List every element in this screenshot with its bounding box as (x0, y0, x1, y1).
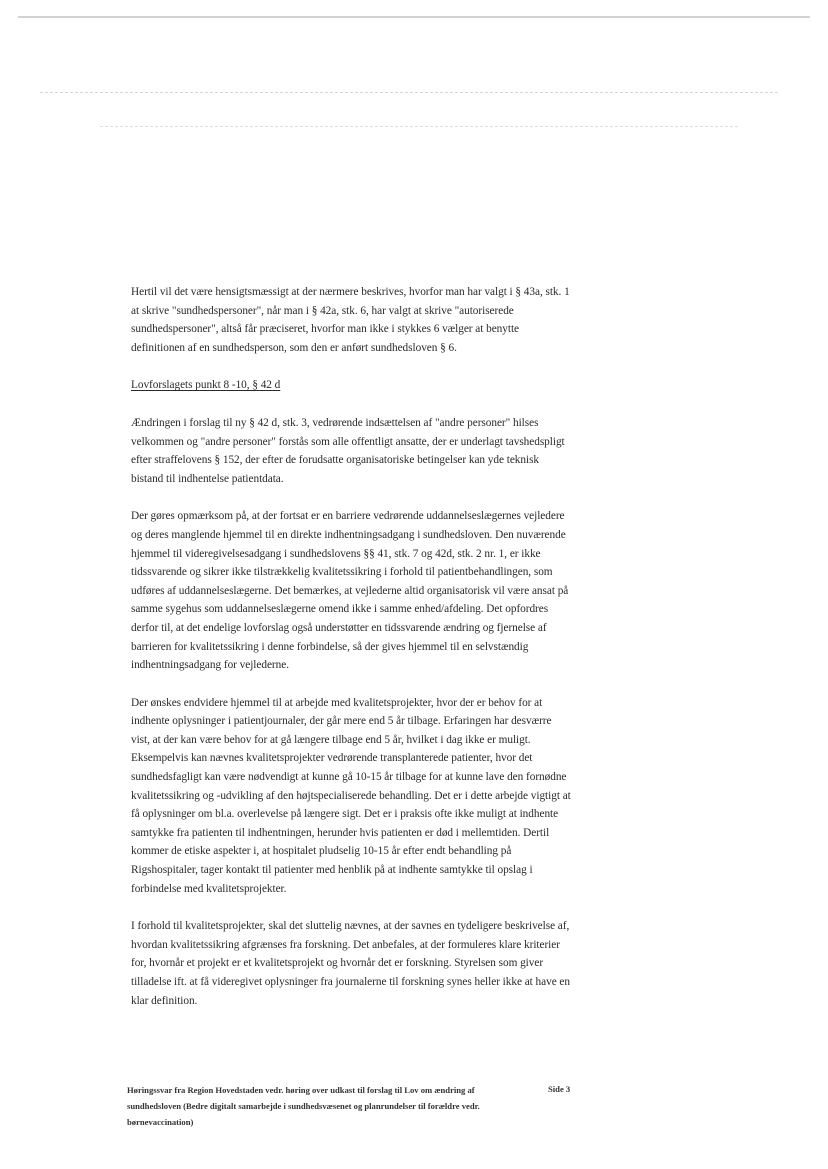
scan-edge-line (18, 16, 810, 18)
section-heading: Lovforslagets punkt 8 -10, § 42 d (131, 379, 281, 392)
scan-artifact-line (40, 92, 778, 93)
intro-paragraph: Hertil vil det være hensigtsmæssigt at der nærmere beskrives, hvorfor man har valgt i § 43a, stk. 1 at skrive "sundhedspersoner", når man i § 42a, stk. 6, har valgt at skrive "autoriserede sundhedspersoner", altså får præciseret, hvorfor man ikke i stykkes 6 vælger at benytte definitionen af en sundhedsperson, som den er anført sundhedsloven § 6. (131, 286, 570, 354)
page-footer: Høringssvar fra Region Hovedstaden vedr. høring over udkast til forslag til Lov om ændring af sundhedsloven (Bedre digitalt samarbejde i sundhedsvæsenet og planrundelser til forældre vedr. børnevaccination) (127, 1085, 480, 1127)
paragraph-andre-personer: Ændringen i forslag til ny § 42 d, stk. 3, vedrørende indsættelsen af "andre personer" hilses velkommen og "andre personer" forstås som alle offentligt ansatte, der er underlagt tavshedspligt efter straffelovens § 152, der efter de forudsatte organisatoriske betingelser kan yde teknisk bistand til indhentelse patientdata. (131, 416, 565, 485)
paragraph-kvalitetsprojekter: Der ønskes endvidere hjemmel til at arbejde med kvalitetsprojekter, hvor der er behov for at indhente oplysninger i patientjournaler, der går mere end 5 år tilbage. Erfaringen har desværre vist, at der kan være behov for at gå længere tilbage end 5 år, hvilket i dag ikke er muligt. Eksempelvis kan nævnes kvalitetsprojekter vedrørende transplanterede patienter, hvor det sundhedsfagligt kan være nødvendigt at kunne gå 10-15 år tilbage for at kunne lave den fornødne kvalitetssikring og -udvikling af den højtspecialiserede behandling. Det er i dette arbejde vigtigt at få oplysninger om bl.a. overlevelse på længere sigt. Det er i praksis ofte ikke muligt at indhente samtykke fra patienten til indhentningen, herunder hvis patienten er død i mellemtiden. Dertil kommer de etiske aspekter i, at hospitalet pludselig 10-15 år efter endt behandling på Rigshospitaler, tager kontakt til patienter med henblik på at indhente samtykke til opslag i forbindelse med kvalitetsprojekter. (131, 696, 571, 895)
page-number: Side 3 (548, 1084, 571, 1094)
paragraph-vejledere: Der gøres opmærksom på, at der fortsat er en barriere vedrørende uddannelseslægernes vejledere og deres manglende hjemmel til en direkte indhentningsadgang i sundhedsloven. Den nuværende hjemmel til videregivelsesadgang i sundhedslovens §§ 41, stk. 7 og 42d, stk. 2 nr. 1, er ikke tidssvarende og sikrer ikke tilstrækkelig kvalitetssikring i forhold til patientbehandlingen, som udføres af uddannelseslægerne. Det bemærkes, at vejlederne altid organisatorisk vil være ansat på samme sygehus som uddannelseslægerne omend ikke i samme enhed/afdeling. Det opfordres derfor til, at det endelige lovforslag også understøtter en tidssvarende ændring og fjernelse af barrieren for kvalitetssikring i denne forbindelse, så der gives hjemmel til en selvstændig indhentningsadgang for vejlederne. (131, 510, 569, 672)
scan-artifact-line (100, 126, 738, 127)
paragraph-forskning: I forhold til kvalitetsprojekter, skal det sluttelig nævnes, at der savnes en tydeligere beskrivelse af, hvordan kvalitetssikring afgrænses fra forskning. Det anbefales, at der formuleres klare kriterier for, hvornår et projekt er et kvalitetsprojekt og hvornår det er forskning. Styrelsen som giver tilladelse ift. at få videregivet oplysninger fra journalerne til forskning synes heller ikke at have en klar definition. (131, 920, 570, 1007)
document-body (131, 283, 571, 1029)
